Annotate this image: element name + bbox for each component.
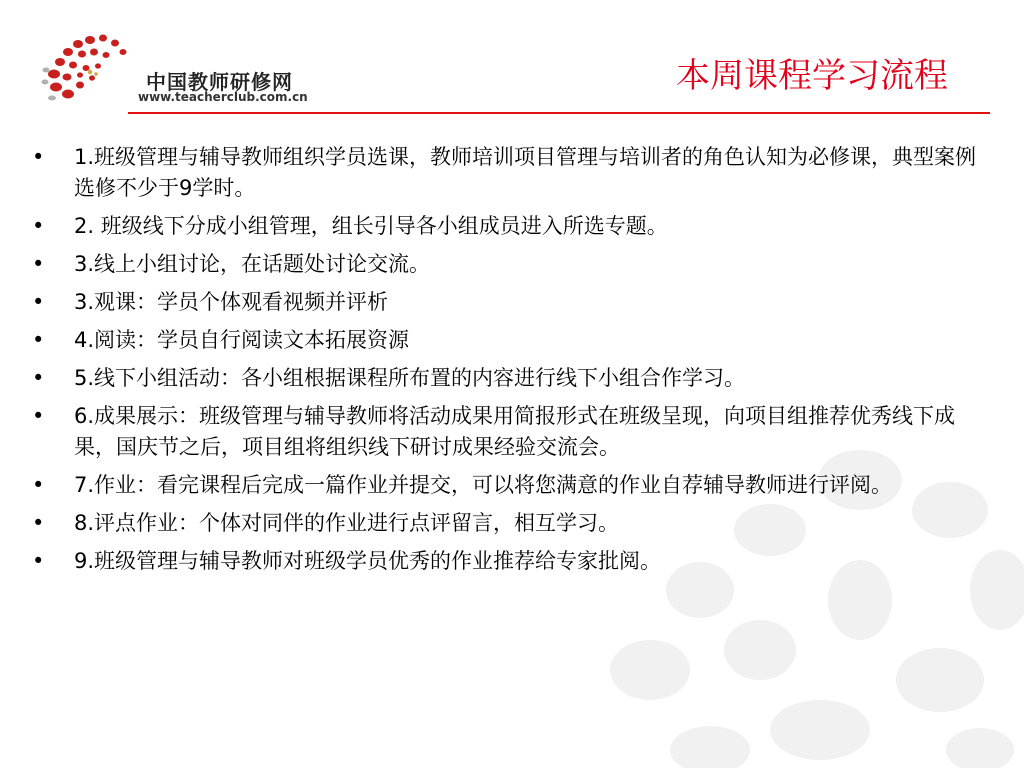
bullet-dot-icon: • bbox=[32, 290, 45, 314]
title-divider bbox=[128, 112, 990, 114]
site-logo bbox=[40, 30, 310, 110]
slide-title: 本周课程学习流程 bbox=[676, 56, 948, 96]
list-item-text: 6.成果展示：班级管理与辅导教师将活动成果用简报形式在班级呈现，向项目组推荐优秀线下成果，国庆节之后，项目组将组织线下研讨成果经验交流会。 bbox=[74, 404, 956, 459]
list-item bbox=[30, 508, 990, 539]
bullet-dot-icon: • bbox=[32, 404, 45, 428]
list-item-text: 3.观课：学员个体观看视频并评析 bbox=[74, 290, 389, 314]
bullet-dot-icon: • bbox=[32, 252, 45, 276]
list-item-text: 1.班级管理与辅导教师组织学员选课，教师培训项目管理与培训者的角色认知为必修课，典型案例选修不少于9学时。 bbox=[74, 145, 977, 200]
list-item bbox=[30, 401, 990, 463]
bullet-dot-icon: • bbox=[32, 214, 45, 238]
bullet-dot-icon: • bbox=[32, 549, 45, 573]
list-item bbox=[30, 363, 990, 394]
list-item-text: 8.评点作业：个体对同伴的作业进行点评留言，相互学习。 bbox=[74, 511, 620, 535]
list-item-text: 3.线上小组讨论，在话题处讨论交流。 bbox=[74, 252, 431, 276]
bullet-dot-icon: • bbox=[32, 473, 45, 497]
bullet-dot-icon: • bbox=[32, 145, 45, 169]
list-item bbox=[30, 470, 990, 501]
bullet-dot-icon: • bbox=[32, 511, 45, 535]
list-item bbox=[30, 211, 990, 242]
list-item bbox=[30, 546, 990, 577]
logo-name: 中国教师研修网 bbox=[146, 70, 293, 94]
list-item-text: 5.线下小组活动：各小组根据课程所布置的内容进行线下小组合作学习。 bbox=[74, 366, 746, 390]
list-item bbox=[30, 249, 990, 280]
list-item-text: 2. 班级线下分成小组管理，组长引导各小组成员进入所选专题。 bbox=[74, 214, 668, 238]
list-item-text: 9.班级管理与辅导教师对班级学员优秀的作业推荐给专家批阅。 bbox=[74, 549, 662, 573]
logo-url: www.teacherclub.com.cn bbox=[138, 90, 308, 104]
list-item bbox=[30, 287, 990, 318]
list-item bbox=[30, 325, 990, 356]
list-item-text: 7.作业：看完课程后完成一篇作业并提交，可以将您满意的作业自荐辅导教师进行评阅。 bbox=[74, 473, 893, 497]
logo-flower-icon bbox=[40, 30, 140, 110]
bullet-list bbox=[30, 142, 990, 584]
bullet-dot-icon: • bbox=[32, 366, 45, 390]
list-item-text: 4.阅读：学员自行阅读文本拓展资源 bbox=[74, 328, 410, 352]
list-item bbox=[30, 142, 990, 204]
bullet-dot-icon: • bbox=[32, 328, 45, 352]
